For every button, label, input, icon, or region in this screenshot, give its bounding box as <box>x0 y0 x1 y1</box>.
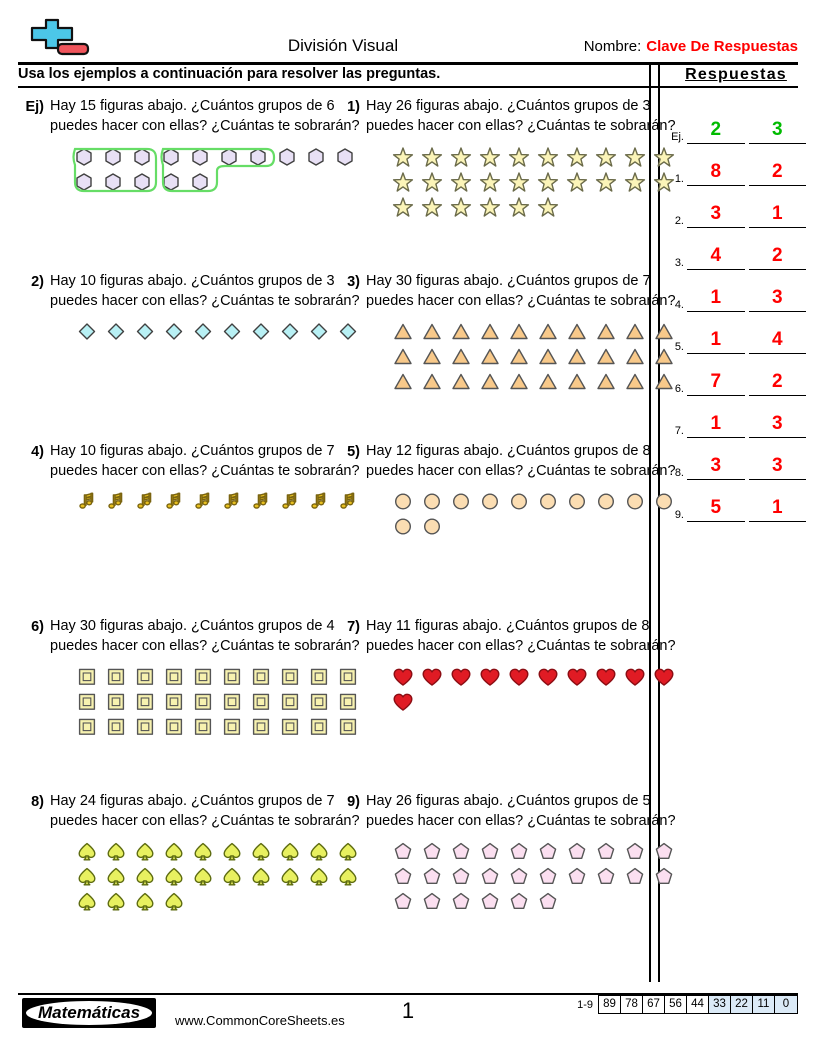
question-text: Hay 26 figuras abajo. ¿Cuántos grupos de 3 puedes hacer con ellas? ¿Cuántas te sobrarán? <box>366 98 676 134</box>
answer-remainder[interactable]: 3 <box>749 411 807 438</box>
spade-icon <box>217 841 246 863</box>
score-scale-cell: 11 <box>753 996 775 1013</box>
math-badge-label: Matemáticas <box>26 1001 152 1025</box>
triangle-icon <box>533 371 562 393</box>
answer-quotient[interactable]: 4 <box>687 243 745 270</box>
circle-icon <box>388 516 417 538</box>
star-icon <box>388 146 417 168</box>
star-icon <box>591 171 620 193</box>
square-icon <box>72 716 101 738</box>
pentagon-icon <box>533 866 562 888</box>
diamond-icon <box>275 321 304 343</box>
triangle-icon <box>475 321 504 343</box>
figure-group <box>72 319 362 344</box>
score-scale-table <box>598 995 798 1014</box>
pentagon-icon <box>504 891 533 913</box>
score-scale-cell: 56 <box>665 996 687 1013</box>
answer-row <box>662 228 810 270</box>
figure-group <box>72 489 362 514</box>
question-number: 9) <box>347 794 360 810</box>
triangle-icon <box>533 321 562 343</box>
pentagon-icon <box>562 841 591 863</box>
star-icon <box>533 171 562 193</box>
figure-row <box>72 489 362 514</box>
music-note-icon <box>217 491 246 513</box>
question-number: 2) <box>31 274 44 290</box>
question-number: 6) <box>31 619 44 635</box>
pentagon-icon <box>591 866 620 888</box>
pentagon-icon <box>417 841 446 863</box>
answer-quotient[interactable]: 2 <box>687 117 745 144</box>
diamond-icon <box>246 321 275 343</box>
figure-row <box>388 839 678 864</box>
circle-icon <box>475 491 504 513</box>
question-0 <box>14 96 360 271</box>
star-icon <box>533 146 562 168</box>
instructions-text: Usa los ejemplos a continuación para resolver las preguntas. <box>18 66 441 82</box>
score-scale-cell: 22 <box>731 996 753 1013</box>
question-text: Hay 15 figuras abajo. ¿Cuántos grupos de 6 puedes hacer con ellas? ¿Cuántas te sobrarán? <box>50 98 360 134</box>
music-note-icon <box>275 491 304 513</box>
question-number: 1) <box>347 99 360 115</box>
star-icon <box>533 196 562 218</box>
answer-row-label: Ej. <box>671 131 684 143</box>
star-icon <box>475 146 504 168</box>
circle-icon <box>388 491 417 513</box>
question-7 <box>330 616 676 791</box>
pentagon-icon <box>475 841 504 863</box>
name-field <box>584 38 798 55</box>
answer-remainder[interactable]: 1 <box>749 201 807 228</box>
triangle-icon <box>388 321 417 343</box>
heart-icon <box>475 666 504 688</box>
triangle-icon <box>591 346 620 368</box>
triangle-icon <box>446 371 475 393</box>
figure-row <box>72 839 362 864</box>
figure-row <box>388 144 678 169</box>
star-icon <box>475 196 504 218</box>
pentagon-icon <box>649 841 678 863</box>
question-row <box>14 616 676 791</box>
answers-title: Respuestas <box>685 66 787 83</box>
figure-group <box>388 664 678 714</box>
square-icon <box>188 666 217 688</box>
spade-icon <box>101 866 130 888</box>
answer-remainder[interactable]: 1 <box>749 495 807 522</box>
answer-remainder[interactable]: 3 <box>749 453 807 480</box>
triangle-icon <box>446 346 475 368</box>
answer-row-label: 6. <box>674 383 684 395</box>
triangle-icon <box>620 321 649 343</box>
question-5 <box>330 441 676 616</box>
star-icon <box>504 196 533 218</box>
square-icon <box>130 716 159 738</box>
answer-quotient[interactable]: 1 <box>687 327 745 354</box>
heart-icon <box>620 666 649 688</box>
square-icon <box>275 691 304 713</box>
pentagon-icon <box>417 866 446 888</box>
pentagon-icon <box>475 891 504 913</box>
square-icon <box>275 666 304 688</box>
score-scale-label: 1-9 <box>577 998 593 1011</box>
diamond-icon <box>101 321 130 343</box>
square-icon <box>188 716 217 738</box>
circle-icon <box>620 491 649 513</box>
triangle-icon <box>620 371 649 393</box>
score-scale-cell: 0 <box>775 996 797 1013</box>
diamond-icon <box>159 321 188 343</box>
header-divider <box>18 62 798 65</box>
answer-remainder[interactable]: 3 <box>749 285 807 312</box>
star-icon <box>504 146 533 168</box>
triangle-icon <box>562 321 591 343</box>
score-scale <box>577 995 798 1014</box>
answers-list <box>662 102 810 522</box>
pentagon-icon <box>388 866 417 888</box>
answer-quotient[interactable]: 8 <box>687 159 745 186</box>
answer-quotient[interactable]: 3 <box>687 201 745 228</box>
answer-row-label: 5. <box>674 341 684 353</box>
question-text: Hay 26 figuras abajo. ¿Cuántos grupos de 5 puedes hacer con ellas? ¿Cuántas te sobrarán? <box>366 793 676 829</box>
question-4 <box>14 441 360 616</box>
star-icon <box>388 171 417 193</box>
heart-icon <box>417 666 446 688</box>
square-icon <box>101 691 130 713</box>
pentagon-icon <box>388 891 417 913</box>
answer-row <box>662 438 810 480</box>
star-icon <box>562 146 591 168</box>
figure-row <box>72 889 362 914</box>
pentagon-icon <box>620 866 649 888</box>
star-icon <box>417 146 446 168</box>
square-icon <box>159 666 188 688</box>
figure-row <box>388 169 678 194</box>
star-icon <box>504 171 533 193</box>
answer-row <box>662 186 810 228</box>
question-number: 3) <box>347 274 360 290</box>
score-scale-cell: 78 <box>621 996 643 1013</box>
square-icon <box>275 716 304 738</box>
spade-icon <box>159 891 188 913</box>
circle-icon <box>533 491 562 513</box>
question-row <box>14 96 676 271</box>
triangle-icon <box>562 346 591 368</box>
answer-row-label: 9. <box>674 509 684 521</box>
question-6 <box>14 616 360 791</box>
figure-row <box>72 864 362 889</box>
question-8 <box>14 791 360 936</box>
star-icon <box>620 146 649 168</box>
star-icon <box>417 171 446 193</box>
figure-group <box>72 664 362 739</box>
question-number: Ej) <box>25 99 44 115</box>
diamond-icon <box>72 321 101 343</box>
square-icon <box>159 691 188 713</box>
square-icon <box>130 691 159 713</box>
square-icon <box>72 666 101 688</box>
triangle-icon <box>504 346 533 368</box>
name-label: Nombre: <box>583 38 642 55</box>
pentagon-icon <box>504 866 533 888</box>
triangle-icon <box>591 371 620 393</box>
triangle-icon <box>388 346 417 368</box>
answer-row <box>662 354 810 396</box>
square-icon <box>72 691 101 713</box>
triangle-icon <box>417 321 446 343</box>
square-icon <box>246 691 275 713</box>
music-note-icon <box>188 491 217 513</box>
plus-minus-logo-icon <box>18 18 106 62</box>
spade-icon <box>188 866 217 888</box>
pentagon-icon <box>533 891 562 913</box>
spade-icon <box>188 841 217 863</box>
answer-quotient[interactable]: 1 <box>687 285 745 312</box>
circle-icon <box>562 491 591 513</box>
triangle-icon <box>417 346 446 368</box>
figure-group <box>388 319 678 394</box>
square-icon <box>217 716 246 738</box>
diamond-icon <box>304 321 333 343</box>
answer-remainder[interactable]: 2 <box>749 369 807 396</box>
figure-group <box>388 489 678 539</box>
triangle-icon <box>475 346 504 368</box>
pentagon-icon <box>533 841 562 863</box>
question-text: Hay 10 figuras abajo. ¿Cuántos grupos de 7 puedes hacer con ellas? ¿Cuántas te sobrarán? <box>50 443 360 479</box>
star-icon <box>591 146 620 168</box>
answer-quotient[interactable]: 5 <box>687 495 745 522</box>
square-icon <box>304 716 333 738</box>
answer-remainder[interactable]: 2 <box>749 159 807 186</box>
spade-icon <box>159 841 188 863</box>
square-icon <box>101 666 130 688</box>
spade-icon <box>101 891 130 913</box>
question-number: 7) <box>347 619 360 635</box>
question-row <box>14 271 676 441</box>
answer-quotient[interactable]: 7 <box>687 369 745 396</box>
figure-group <box>72 839 362 914</box>
spade-icon <box>304 866 333 888</box>
questions-grid <box>14 96 676 936</box>
question-text: Hay 12 figuras abajo. ¿Cuántos grupos de 8 puedes hacer con ellas? ¿Cuántas te sobrarán? <box>366 443 676 479</box>
figure-group <box>388 144 678 219</box>
answer-row-label: 2. <box>674 215 684 227</box>
circle-icon <box>591 491 620 513</box>
figure-row <box>388 489 678 514</box>
pentagon-icon <box>562 866 591 888</box>
spade-icon <box>101 841 130 863</box>
page-title: División Visual <box>287 36 399 55</box>
star-icon <box>417 196 446 218</box>
figure-row <box>72 664 362 689</box>
triangle-icon <box>533 346 562 368</box>
score-scale-cell: 89 <box>599 996 621 1013</box>
circle-icon <box>417 491 446 513</box>
pentagon-icon <box>388 841 417 863</box>
question-text: Hay 30 figuras abajo. ¿Cuántos grupos de 7 puedes hacer con ellas? ¿Cuántas te sobrarán? <box>366 273 676 309</box>
question-text: Hay 10 figuras abajo. ¿Cuántos grupos de 3 puedes hacer con ellas? ¿Cuántas te sobrarán? <box>50 273 360 309</box>
circle-icon <box>446 491 475 513</box>
square-icon <box>304 691 333 713</box>
heart-icon <box>388 666 417 688</box>
answer-row <box>662 480 810 522</box>
square-icon <box>304 666 333 688</box>
star-icon <box>446 196 475 218</box>
spade-icon <box>72 866 101 888</box>
circle-icon <box>417 516 446 538</box>
answer-remainder[interactable]: 4 <box>749 327 807 354</box>
answer-row-label: 4. <box>674 299 684 311</box>
triangle-icon <box>504 371 533 393</box>
spade-icon <box>304 841 333 863</box>
answer-row-label: 7. <box>674 425 684 437</box>
figure-group <box>388 839 678 914</box>
spade-icon <box>72 841 101 863</box>
answer-row <box>662 312 810 354</box>
pentagon-icon <box>591 841 620 863</box>
music-note-icon <box>246 491 275 513</box>
figure-row <box>388 194 678 219</box>
page-number: 1 <box>401 998 415 1023</box>
answer-row-label: 1. <box>674 173 684 185</box>
spade-icon <box>246 866 275 888</box>
name-value: Clave De Respuestas <box>646 38 798 55</box>
figure-row <box>72 714 362 739</box>
answer-row-label: 8. <box>674 467 684 479</box>
heart-icon <box>504 666 533 688</box>
square-icon <box>159 716 188 738</box>
music-note-icon <box>101 491 130 513</box>
score-scale-cell: 67 <box>643 996 665 1013</box>
triangle-icon <box>388 371 417 393</box>
triangle-icon <box>591 321 620 343</box>
square-icon <box>188 691 217 713</box>
triangle-icon <box>562 371 591 393</box>
star-icon <box>446 171 475 193</box>
figure-row <box>388 689 678 714</box>
question-row <box>14 791 676 936</box>
question-2 <box>14 271 360 441</box>
music-note-icon <box>72 491 101 513</box>
figure-row <box>388 864 678 889</box>
triangle-icon <box>504 321 533 343</box>
pentagon-icon <box>446 891 475 913</box>
spade-icon <box>275 866 304 888</box>
answer-quotient[interactable]: 1 <box>687 411 745 438</box>
spade-icon <box>130 891 159 913</box>
question-number: 5) <box>347 444 360 460</box>
figure-row <box>72 689 362 714</box>
triangle-icon <box>417 371 446 393</box>
pentagon-icon <box>446 866 475 888</box>
pentagon-icon <box>649 866 678 888</box>
pentagon-icon <box>417 891 446 913</box>
figure-row <box>388 514 678 539</box>
spade-icon <box>159 866 188 888</box>
figure-row <box>388 369 678 394</box>
answer-remainder[interactable]: 3 <box>749 117 807 144</box>
answer-row <box>662 270 810 312</box>
question-text: Hay 30 figuras abajo. ¿Cuántos grupos de 4 puedes hacer con ellas? ¿Cuántas te sobrarán? <box>50 618 360 654</box>
figure-row <box>388 889 678 914</box>
music-note-icon <box>159 491 188 513</box>
diamond-icon <box>217 321 246 343</box>
website-url: www.CommonCoreSheets.es <box>175 1013 345 1028</box>
heart-icon <box>562 666 591 688</box>
heart-icon <box>591 666 620 688</box>
heart-icon <box>388 691 417 713</box>
answer-row <box>662 396 810 438</box>
page-header <box>18 14 798 62</box>
star-icon <box>562 171 591 193</box>
answer-quotient[interactable]: 3 <box>687 453 745 480</box>
figure-row <box>388 344 678 369</box>
spade-icon <box>246 841 275 863</box>
spade-icon <box>217 866 246 888</box>
question-9 <box>330 791 676 936</box>
question-number: 8) <box>31 794 44 810</box>
music-note-icon <box>304 491 333 513</box>
answer-row <box>662 102 810 144</box>
spade-icon <box>130 866 159 888</box>
answers-panel <box>662 66 810 522</box>
triangle-icon <box>446 321 475 343</box>
music-note-icon <box>130 491 159 513</box>
figure-row <box>388 664 678 689</box>
spade-icon <box>72 891 101 913</box>
figure-row <box>72 319 362 344</box>
star-icon <box>475 171 504 193</box>
question-number: 4) <box>31 444 44 460</box>
answer-remainder[interactable]: 2 <box>749 243 807 270</box>
question-3 <box>330 271 676 441</box>
pentagon-icon <box>475 866 504 888</box>
square-icon <box>217 691 246 713</box>
square-icon <box>101 716 130 738</box>
spade-icon <box>130 841 159 863</box>
question-text: Hay 24 figuras abajo. ¿Cuántos grupos de 7 puedes hacer con ellas? ¿Cuántas te sobrarán? <box>50 793 360 829</box>
triangle-icon <box>475 371 504 393</box>
question-text: Hay 11 figuras abajo. ¿Cuántos grupos de 8 puedes hacer con ellas? ¿Cuántas te sobrarán? <box>366 618 676 654</box>
answer-row-label: 3. <box>674 257 684 269</box>
diamond-icon <box>188 321 217 343</box>
square-icon <box>246 666 275 688</box>
score-scale-cell: 33 <box>709 996 731 1013</box>
star-icon <box>620 171 649 193</box>
star-icon <box>446 146 475 168</box>
answer-row <box>662 144 810 186</box>
question-row <box>14 441 676 616</box>
circle-icon <box>504 491 533 513</box>
pentagon-icon <box>446 841 475 863</box>
figure-row <box>388 319 678 344</box>
square-icon <box>246 716 275 738</box>
question-1 <box>330 96 676 271</box>
pentagon-icon <box>620 841 649 863</box>
pentagon-icon <box>504 841 533 863</box>
score-scale-cell: 44 <box>687 996 709 1013</box>
heart-icon <box>533 666 562 688</box>
spade-icon <box>275 841 304 863</box>
heart-icon <box>649 666 678 688</box>
square-icon <box>217 666 246 688</box>
example-figures <box>70 144 360 196</box>
heart-icon <box>446 666 475 688</box>
diamond-icon <box>130 321 159 343</box>
square-icon <box>130 666 159 688</box>
triangle-icon <box>620 346 649 368</box>
star-icon <box>388 196 417 218</box>
